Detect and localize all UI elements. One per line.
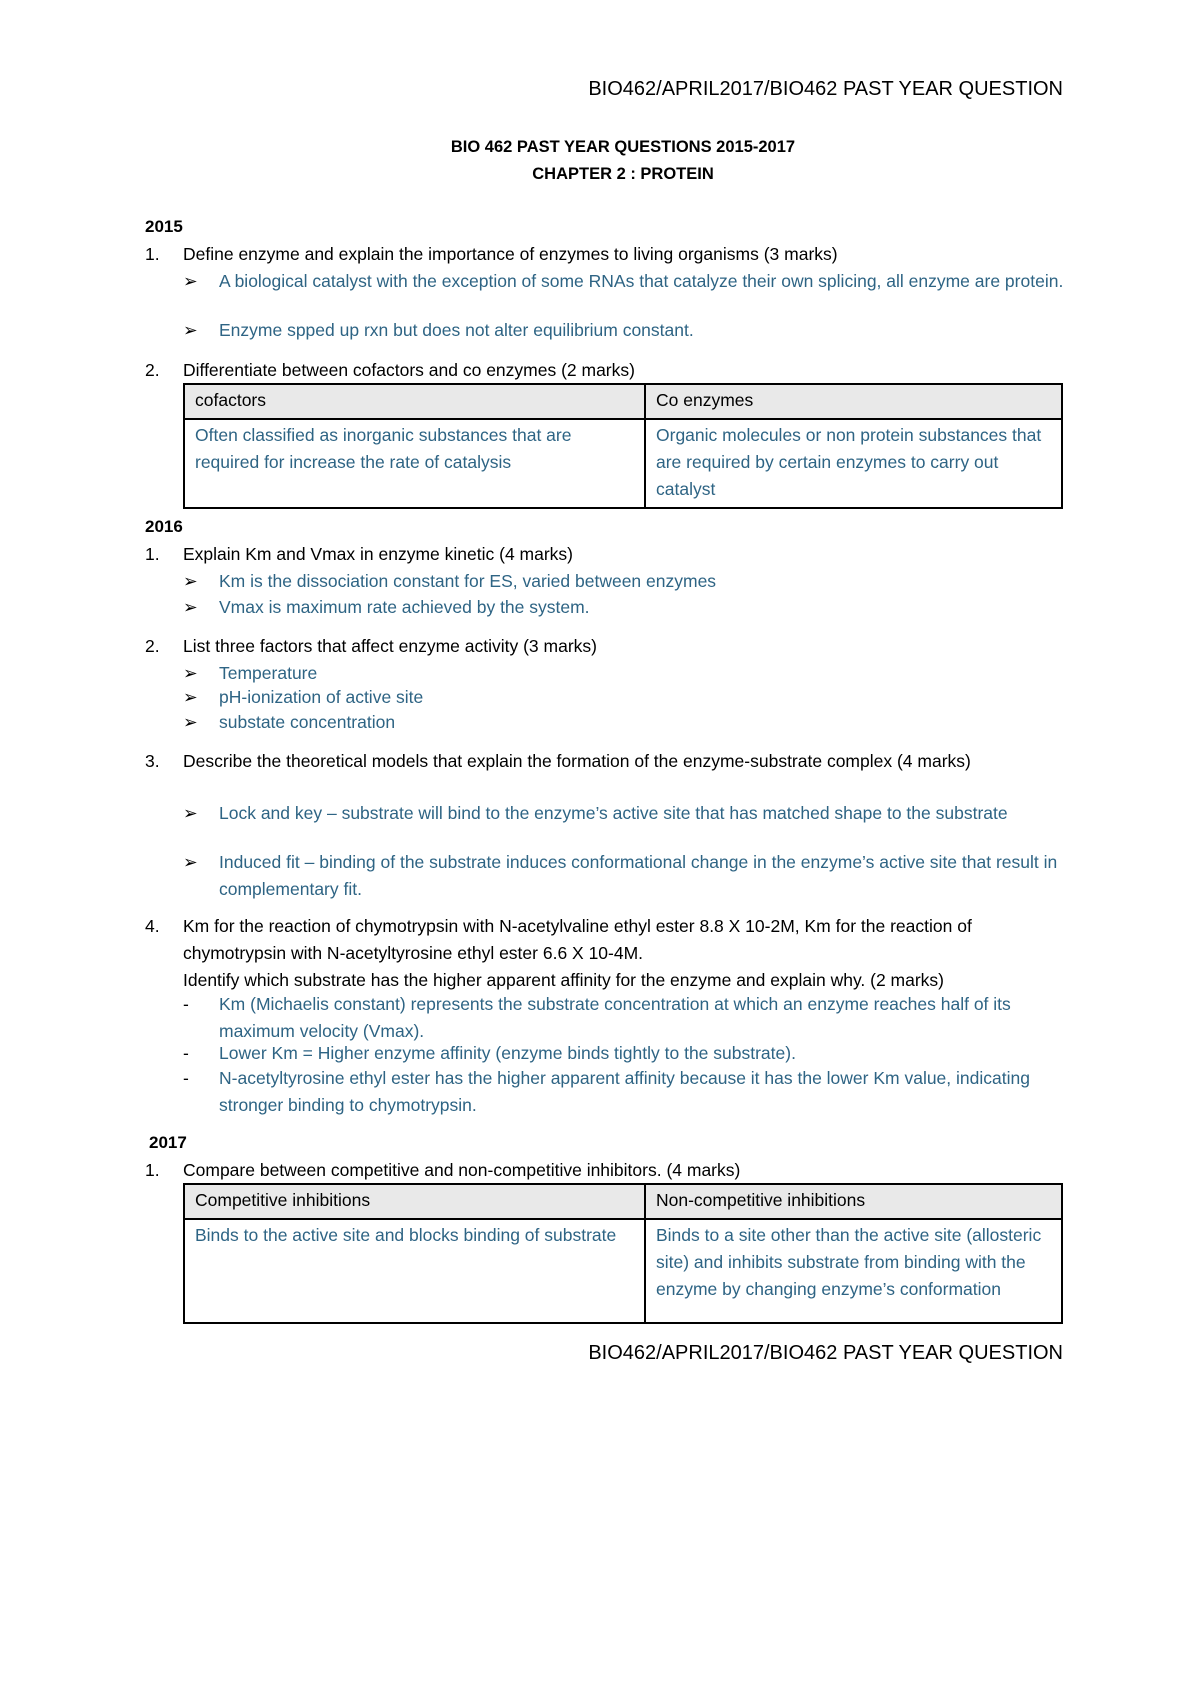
answer-2016-1-a: ➢ Km is the dissociation constant for ES, varied between enzymes xyxy=(183,568,1068,595)
dash-bullet: - xyxy=(183,994,189,1014)
question-text: Differentiate between cofactors and co enzymes (2 marks) xyxy=(183,360,635,380)
question-2015-1 xyxy=(145,241,1070,268)
arrow-bullet-icon: ➢ xyxy=(183,663,198,683)
question-2016-3 xyxy=(145,748,1070,775)
dash-bullet: - xyxy=(183,1043,189,1063)
arrow-bullet-icon: ➢ xyxy=(183,803,198,823)
table-cell: Binds to the active site and blocks binding of substrate xyxy=(184,1219,645,1323)
arrow-bullet-icon: ➢ xyxy=(183,712,198,732)
year-2015-heading: 2015 xyxy=(145,217,183,236)
answer-2015-1-a: ➢ A biological catalyst with the exception of some RNAs that catalyze their own splicing, all enzyme are protein. xyxy=(183,268,1068,295)
answer-2016-2-b: ➢ pH-ionization of active site xyxy=(183,684,1068,711)
question-text: Compare between competitive and non-competitive inhibitors. (4 marks) xyxy=(183,1160,741,1180)
question-2017-1 xyxy=(145,1157,1070,1184)
question-text-continued: Identify which substrate has the higher apparent affinity for the enzyme and explain why. (2 marks) xyxy=(183,970,945,990)
question-number: 2. xyxy=(145,636,160,656)
answer-2015-1-b: ➢ Enzyme spped up rxn but does not alter equilibrium constant. xyxy=(183,317,1068,344)
table-header-cell: Non-competitive inhibitions xyxy=(645,1184,1062,1219)
answer-2016-3-b: ➢ Induced fit – binding of the substrate induces conformational change in the enzyme’s active site that result in complementary fit. xyxy=(183,849,1068,903)
answer-2016-4-c: - N-acetyltyrosine ethyl ester has the higher apparent affinity because it has the lower Km value, indicating stronger binding to chymotrypsin. xyxy=(183,1065,1068,1119)
question-number: 3. xyxy=(145,751,160,771)
year-2016-heading: 2016 xyxy=(145,517,183,536)
arrow-bullet-icon: ➢ xyxy=(183,271,198,291)
question-text: Define enzyme and explain the importance of enzymes to living organisms (3 marks) xyxy=(183,244,838,264)
dash-bullet: - xyxy=(183,1068,189,1088)
question-2015-2 xyxy=(145,357,1070,384)
arrow-bullet-icon: ➢ xyxy=(183,687,198,707)
question-2016-2 xyxy=(145,633,1070,660)
question-text: Describe the theoretical models that explain the formation of the enzyme-substrate complex (4 marks) xyxy=(183,751,971,771)
running-header-bottom: BIO462/APRIL2017/BIO462 PAST YEAR QUESTION xyxy=(588,1342,1063,1364)
question-number: 2. xyxy=(145,360,160,380)
answer-2016-4-a: - Km (Michaelis constant) represents the substrate concentration at which an enzyme reaches half of its maximum velocity (Vmax). xyxy=(183,991,1068,1045)
table-header-cell: Co enzymes xyxy=(645,384,1062,419)
arrow-bullet-icon: ➢ xyxy=(183,597,198,617)
answer-2016-2-c: ➢ substate concentration xyxy=(183,709,1068,736)
running-header-top: BIO462/APRIL2017/BIO462 PAST YEAR QUESTION xyxy=(588,78,1063,100)
answer-2016-1-b: ➢ Vmax is maximum rate achieved by the system. xyxy=(183,594,1068,621)
question-number: 1. xyxy=(145,244,160,264)
question-number: 1. xyxy=(145,1160,160,1180)
table-header-cell: cofactors xyxy=(184,384,645,419)
question-2016-4 xyxy=(145,913,1070,994)
table-cell: Often classified as inorganic substances that are required for increase the rate of catalysis xyxy=(184,419,645,508)
question-text: Explain Km and Vmax in enzyme kinetic (4 marks) xyxy=(183,544,573,564)
question-number: 1. xyxy=(145,544,160,564)
answer-2016-3-a: ➢ Lock and key – substrate will bind to the enzyme’s active site that has matched shape to the substrate xyxy=(183,800,1068,827)
arrow-bullet-icon: ➢ xyxy=(183,852,198,872)
year-2017-heading: 2017 xyxy=(149,1133,187,1152)
question-text: List three factors that affect enzyme activity (3 marks) xyxy=(183,636,597,656)
question-text: Km for the reaction of chymotrypsin with N-acetylvaline ethyl ester 8.8 X 10-2M, Km for the reaction of chymotrypsin with N-acetyltyrosine ethyl ester 6.6 X 10-4M. xyxy=(183,916,972,963)
table-header-row xyxy=(184,1184,1062,1219)
question-number: 4. xyxy=(145,916,160,936)
inhibitor-comparison-table xyxy=(183,1183,1063,1324)
chapter-title: CHAPTER 2 : PROTEIN xyxy=(532,165,714,183)
question-2016-1 xyxy=(145,541,1070,568)
answer-2016-4-b: - Lower Km = Higher enzyme affinity (enzyme binds tightly to the substrate). xyxy=(183,1040,1068,1067)
table-row xyxy=(184,1219,1062,1323)
table-header-row xyxy=(184,384,1062,419)
table-header-cell: Competitive inhibitions xyxy=(184,1184,645,1219)
table-cell: Organic molecules or non protein substances that are required by certain enzymes to carry out catalyst xyxy=(645,419,1062,508)
table-row xyxy=(184,419,1062,508)
answer-2016-2-a: ➢ Temperature xyxy=(183,660,1068,687)
document-title: BIO 462 PAST YEAR QUESTIONS 2015-2017 xyxy=(450,138,796,156)
arrow-bullet-icon: ➢ xyxy=(183,320,198,340)
table-cell: Binds to a site other than the active site (allosteric site) and inhibits substrate from binding with the enzyme by changing enzyme’s conformation xyxy=(645,1219,1062,1323)
cofactor-comparison-table xyxy=(183,383,1063,509)
arrow-bullet-icon: ➢ xyxy=(183,571,198,591)
